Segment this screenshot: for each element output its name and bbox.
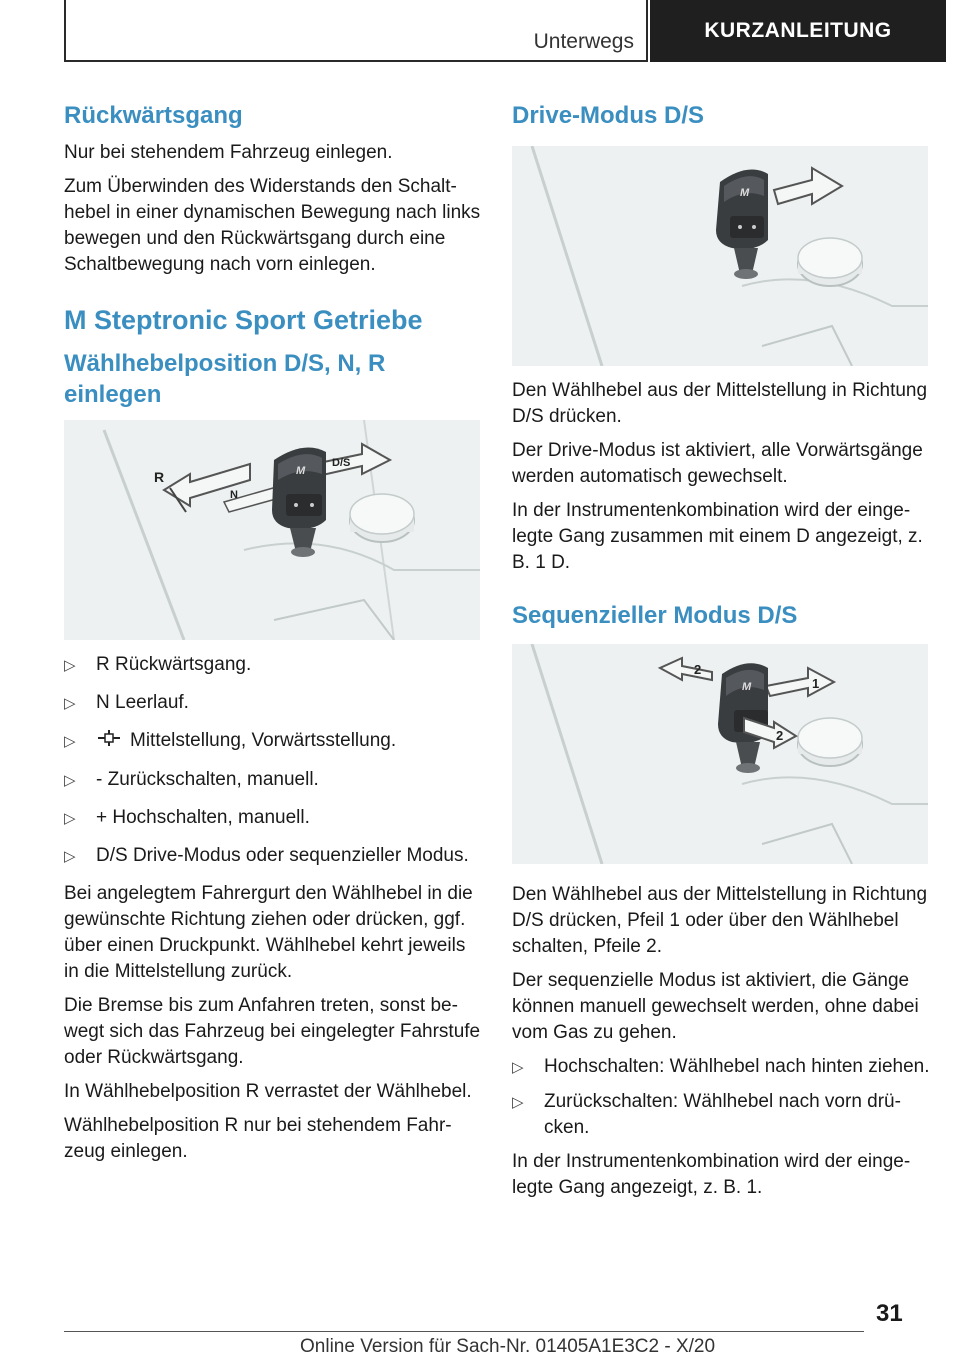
reverse-paragraph-2: Zum Überwinden des Widerstands den Schalthebel in einer dynamischen Bewegung nach links bewegen und den Rückwärtsgang durch eine Schaltbewegung nach vorn einlegen.: [64, 176, 481, 275]
sequential-paragraph-1: Den Wählhebel aus der Mittelstellung in Richtung D/S drücken, Pfeil 1 oder über den Wählhebel schalten, Pfeile 2.: [512, 884, 928, 957]
triangle-right-icon: ▷: [512, 1059, 524, 1076]
list-item: [64, 767, 482, 794]
list-item: [512, 1089, 930, 1141]
drive-mode-illustration: [512, 146, 928, 366]
sequential-list: [512, 1054, 930, 1141]
figure-label-n: N: [230, 489, 238, 501]
reverse-gear-heading: Rückwärtsgang: [64, 102, 243, 129]
list-item: [64, 652, 482, 679]
list-item: [64, 728, 482, 756]
seq-figure-label-2b: 2: [776, 728, 784, 743]
header-section-box: [64, 0, 648, 62]
seq-figure-label-1: 1: [812, 676, 820, 691]
left-column: [64, 100, 482, 1173]
selector-position-list: [64, 652, 482, 870]
list-item-text: + Hochschalten, manuell.: [96, 807, 310, 828]
triangle-right-icon: ▷: [64, 733, 76, 750]
footer-divider: [64, 1331, 864, 1332]
triangle-right-icon: ▷: [64, 695, 76, 712]
triangle-right-icon: ▷: [64, 848, 76, 865]
triangle-right-icon: ▷: [64, 810, 76, 827]
seq-figure-label-2: 2: [694, 662, 702, 677]
list-item: [64, 843, 482, 870]
list-item-text: D/S Drive-Modus oder sequenzieller Modus.: [96, 845, 469, 866]
body-paragraph-2: Die Bremse bis zum Anfahren treten, sonst bewegt sich das Fahrzeug bei eingelegter Fahrstufe oder Rückwärtsgang.: [64, 995, 481, 1068]
drive-paragraph-2: Der Drive-Modus ist aktiviert, alle Vorwärtsgänge werden automatisch gewechselt.: [512, 440, 923, 487]
right-column: [512, 100, 930, 1209]
footer-text: Online Version für Sach-Nr. 01405A1E3C2 - X/20: [300, 1336, 716, 1357]
triangle-right-icon: ▷: [512, 1094, 524, 1111]
drive-figure-logo: M: [740, 187, 750, 199]
figure-label-r: R: [154, 469, 165, 485]
list-item-text: Mittelstellung, Vorwärtsstellung.: [130, 730, 397, 751]
steptronic-heading: M Steptronic Sport Getriebe: [64, 305, 423, 335]
list-item-text: Hochschalten: Wählhebel nach hinten ziehen.: [544, 1056, 930, 1077]
header-chapter-tab: KURZANLEITUNG: [650, 0, 946, 62]
page-number: 31: [876, 1300, 903, 1327]
drive-mode-heading: Drive-Modus D/S: [512, 102, 705, 129]
figure-label-ds: D/S: [332, 457, 351, 469]
reverse-paragraph-1: Nur bei stehendem Fahrzeug einlegen.: [64, 142, 393, 163]
selector-position-heading: Wählhebelposition D/S, N, R einlegen: [64, 350, 386, 408]
list-item-text: N Leerlauf.: [96, 692, 189, 713]
drive-paragraph-1: Den Wählhebel aus der Mittelstellung in Richtung D/S drücken.: [512, 380, 928, 427]
list-item: [64, 690, 482, 717]
list-item-text: R Rückwärtsgang.: [96, 654, 252, 675]
sequential-paragraph-2: Der sequenzielle Modus ist aktiviert, die Gänge können manuell gewechselt werden, ohne dabei vom Gas zu gehen.: [512, 970, 919, 1043]
body-paragraph-4: Wählhebelposition R nur bei stehendem Fahrzeug einlegen.: [64, 1115, 452, 1162]
drive-mode-figure: [512, 146, 928, 366]
gear-selector-figure: [64, 420, 480, 640]
list-item-text: Zurückschalten: Wählhebel nach vorn drücken.: [544, 1091, 901, 1138]
middle-position-icon: [96, 728, 122, 756]
sequential-mode-illustration: [512, 644, 928, 864]
triangle-right-icon: ▷: [64, 657, 76, 674]
sequential-mode-figure: [512, 644, 928, 864]
list-item-text: - Zurückschalten, manuell.: [96, 769, 319, 790]
body-paragraph-1: Bei angelegtem Fahrergurt den Wählhebel in die gewünschte Richtung ziehen oder drücken, ggf. über einen Druckpunkt. Wählhebel kehrt jeweils in die Mittelstellung zurück.: [64, 883, 473, 982]
header-section-title: Unterwegs: [533, 30, 634, 53]
sequential-mode-heading: Sequenzieller Modus D/S: [512, 602, 798, 629]
list-item: [512, 1054, 930, 1081]
gear-selector-illustration: [64, 420, 480, 640]
triangle-right-icon: ▷: [64, 772, 76, 789]
body-paragraph-3: In Wählhebelposition R verrastet der Wählhebel.: [64, 1081, 472, 1102]
sequential-paragraph-3: In der Instrumentenkombination wird der eingelegte Gang angezeigt, z. B. 1.: [512, 1151, 911, 1198]
figure-logo: M: [296, 465, 306, 477]
seq-figure-logo: M: [742, 681, 752, 693]
list-item: [64, 805, 482, 832]
drive-paragraph-3: In der Instrumentenkombination wird der eingelegte Gang zusammen mit einem D angezeigt, z. B. 1 D.: [512, 500, 923, 573]
